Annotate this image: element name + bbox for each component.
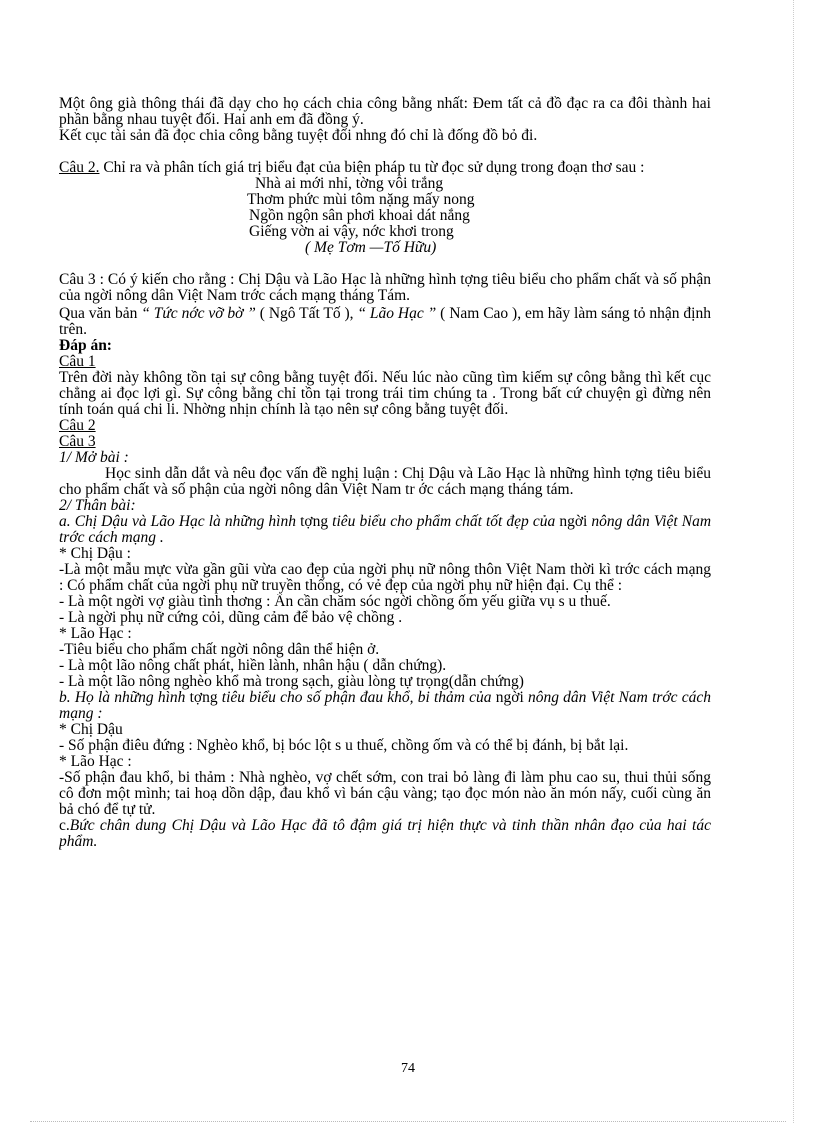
than-bai-heading: 2/ Thân bài: [59, 498, 136, 514]
poem-line: Thơm phức mùi tôm nặng mấy nong [247, 192, 475, 208]
mo-bai-heading: 1/ Mở bài : [59, 450, 129, 466]
answer-heading: Đáp án: [59, 338, 112, 354]
author-1: ( Ngô Tất Tố ), [255, 306, 358, 322]
answer-2-label: Câu 2 [59, 418, 96, 434]
poem-source: ( Mẹ Tơm —Tố Hữu) [305, 240, 437, 256]
lao-hac-heading-2: * Lão Hạc : [59, 754, 132, 770]
lao-hac-point-3: - Là một lão nông nghèo khổ mà trong sạch, giàu lòng tự trọng(dẫn chứng) [59, 674, 524, 690]
lao-hac-heading: * Lão Hạc : [59, 626, 132, 642]
intro-paragraph-2: Kết cục tài sản đã đọc chia công bằng tuyệt đối nhng đó chỉ là đống đồ bỏ đi. [59, 128, 538, 144]
question-3-task-post: ( Nam Cao ), em hãy làm sáng tỏ nhận định trên. [59, 306, 711, 338]
section-a-plain: tợng [300, 514, 329, 530]
lao-hac-point-1: -Tiêu biểu cho phẩm chất ngời nông dân thể hiện ở. [59, 642, 380, 658]
chi-dau-point-2: - Là một ngời vợ giàu tình thơng : Ân cần chăm sóc ngời chồng ốm yếu giữa vụ s u thuế. [59, 594, 611, 610]
section-b-post: nông dân Việt Nam trớc cách mạng : [59, 690, 711, 722]
mo-bai-text: Học sinh dẫn dắt và nêu đọc vấn đề nghị luận : Chị Dậu và Lão Hạc là những hình tợng tiêu biểu cho phẩm chất và số phận của ngời nông dân Việt Nam tr ớc cách mạng tháng tám. [59, 466, 711, 498]
section-c-text: Bức chân dung Chị Dậu và Lão Hạc đã tô đậm giá trị hiện thực và tinh thần nhân đạo của hai tác phẩm. [59, 818, 711, 850]
section-b-pre: b. Họ là những hình [59, 690, 190, 706]
document-body [59, 96, 711, 850]
chi-dau-heading: * Chị Dậu : [59, 546, 131, 562]
poem [59, 176, 711, 256]
section-b-plain: tợng [189, 690, 218, 706]
lao-hac-point-4: -Số phận đau khổ, bi thảm : Nhà nghèo, vợ chết sớm, con trai bỏ làng đi làm phu cao su, thui thủi sống cô đơn một mình; tai hoạ dồn dập, đau khổ vì bán cậu vàng; tạo đọc món nào ăn món nấy, cuối cùng ăn bả chó để tự tử. [59, 770, 711, 818]
section-a-post: tiêu biểu cho phẩm chất tốt đẹp của [328, 514, 560, 530]
section-b-plain-2: ngời [495, 690, 524, 706]
question-3-task-pre: Qua văn bản [59, 306, 142, 322]
question-3: Câu 3 : Có ý kiến cho rằng : Chị Dậu và Lão Hạc là những hình tợng tiêu biểu cho phẩm chất và số phận của ngời nông dân Việt Nam trớc cách mạng tháng Tám. [59, 272, 711, 304]
poem-line: Giếng vờn ai vậy, nớc khơi trong [249, 224, 454, 240]
page-bottom-border [30, 1121, 786, 1122]
answer-3-label: Câu 3 [59, 434, 96, 450]
section-a-plain-2: ngời [559, 514, 588, 530]
chi-dau-point-4: - Số phận điêu đứng : Nghèo khổ, bị bóc lột s u thuế, chồng ốm và có thể bị đánh, bị bắt lại. [59, 738, 629, 754]
work-title-2: “ Lão Hạc ” [357, 306, 437, 322]
page-number: 74 [401, 1061, 415, 1076]
work-title-1: “ Tức nớc vỡ bờ ” [141, 306, 256, 322]
intro-paragraph-1: Một ông già thông thái đã dạy cho họ cách chia công bằng nhất: Đem tất cả đồ đạc ra ca đôi thành hai phần bằng nhau tuyệt đối. Hai anh em đã đồng ý. [59, 96, 711, 128]
section-b-heading [59, 690, 711, 722]
section-c-pre: c. [59, 818, 70, 834]
question-3-task [59, 306, 711, 338]
answer-1-text: Trên đời này không tồn tại sự công bằng tuyệt đối. Nếu lúc nào cũng tìm kiếm sự công bằng thì kết cục chẳng ai đọc lợi gì. Sự công bằng chỉ tồn tại trong trái tim chúng ta . Trong bất cứ chuyện gì đừng nên tính toán quá chi li. Nhờng nhịn chính là tạo nên sự công bằng tuyệt đối. [59, 370, 711, 418]
answer-1-label: Câu 1 [59, 354, 96, 370]
chi-dau-point-1: -Là một mẫu mực vừa gần gũi vừa cao đẹp của ngời phụ nữ nông thôn Việt Nam thời kì trớc cách mạng : Có phẩm chất của ngời phụ nữ truyền thống, có vẻ đẹp của ngời phụ nữ hiện đại. Cụ thể : [59, 562, 711, 594]
section-a-post-2: nông dân Việt Nam trớc cách mạng . [59, 514, 711, 546]
question-2-label: Câu 2. [59, 160, 100, 176]
question-2-text: Chỉ ra và phân tích giá trị biểu đạt của biện pháp tu từ đọc sử dụng trong đoạn thơ sau : [99, 160, 645, 176]
section-b-mid: tiêu biểu cho số phận đau khổ, bi thảm của [217, 690, 496, 706]
question-2 [59, 160, 711, 176]
lao-hac-point-2: - Là một lão nông chất phát, hiền lành, nhân hậu ( dẫn chứng). [59, 658, 447, 674]
section-a-heading [59, 514, 711, 546]
chi-dau-point-3: - Là ngời phụ nữ cứng cỏi, dũng cảm để bảo vệ chồng . [59, 610, 403, 626]
poem-line: Nhà ai mới nhỉ, tờng vôi trắng [255, 176, 444, 192]
page-right-border [793, 0, 794, 1123]
chi-dau-heading-2: * Chị Dậu [59, 722, 123, 738]
section-c [59, 818, 711, 850]
section-a-pre: a. Chị Dậu và Lão Hạc là những hình [59, 514, 301, 530]
poem-line: Ngồn ngộn sân phơi khoai dát nắng [249, 208, 470, 224]
